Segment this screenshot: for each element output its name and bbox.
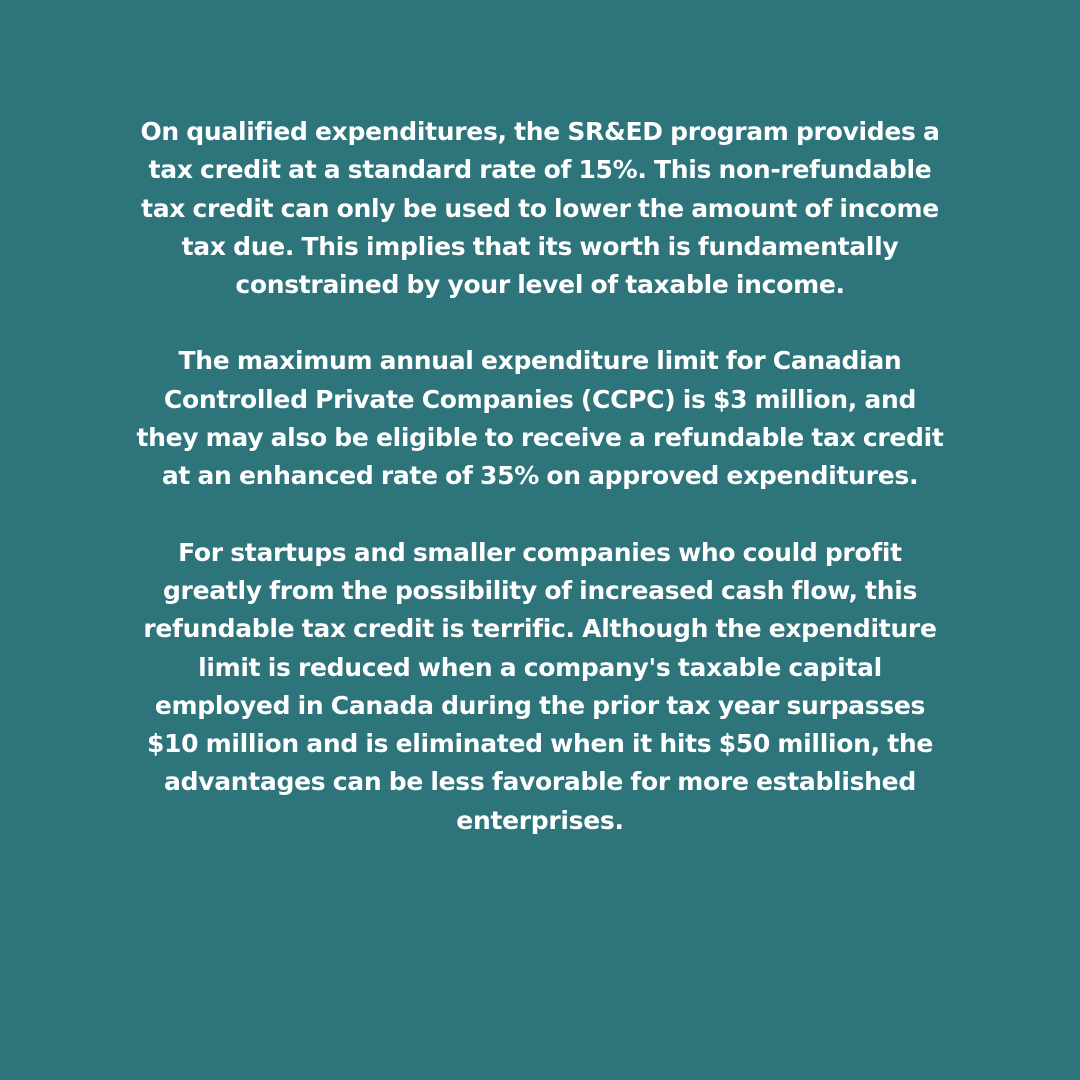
paragraph-refundable-credit: For startups and smaller companies who could profit greatly from the possibility of increased cash flow, this refundable tax credit is terrific. Although the expenditure limit is reduced when a company's taxable capital employed in Canada during the prior tax year surpasses $10 million and is eliminated when it hits $50 million, the advantages can be less favorable for more established enterprises. bbox=[143, 537, 937, 835]
paragraph-standard-rate: On qualified expenditures, the SR&ED program provides a tax credit at a standard rate of 15%. This non-refundable tax credit can only be used to lower the amount of income tax due. This implies that its worth is fundamentally constrained by your level of taxable income. bbox=[140, 117, 940, 300]
paragraph-ccpc-limit: The maximum annual expenditure limit for Canadian Controlled Private Companies (CCPC) is $3 million, and they may also be eligible to receive a refundable tax credit at an enhanced rate of 35% on approved expenditures. bbox=[136, 346, 944, 491]
